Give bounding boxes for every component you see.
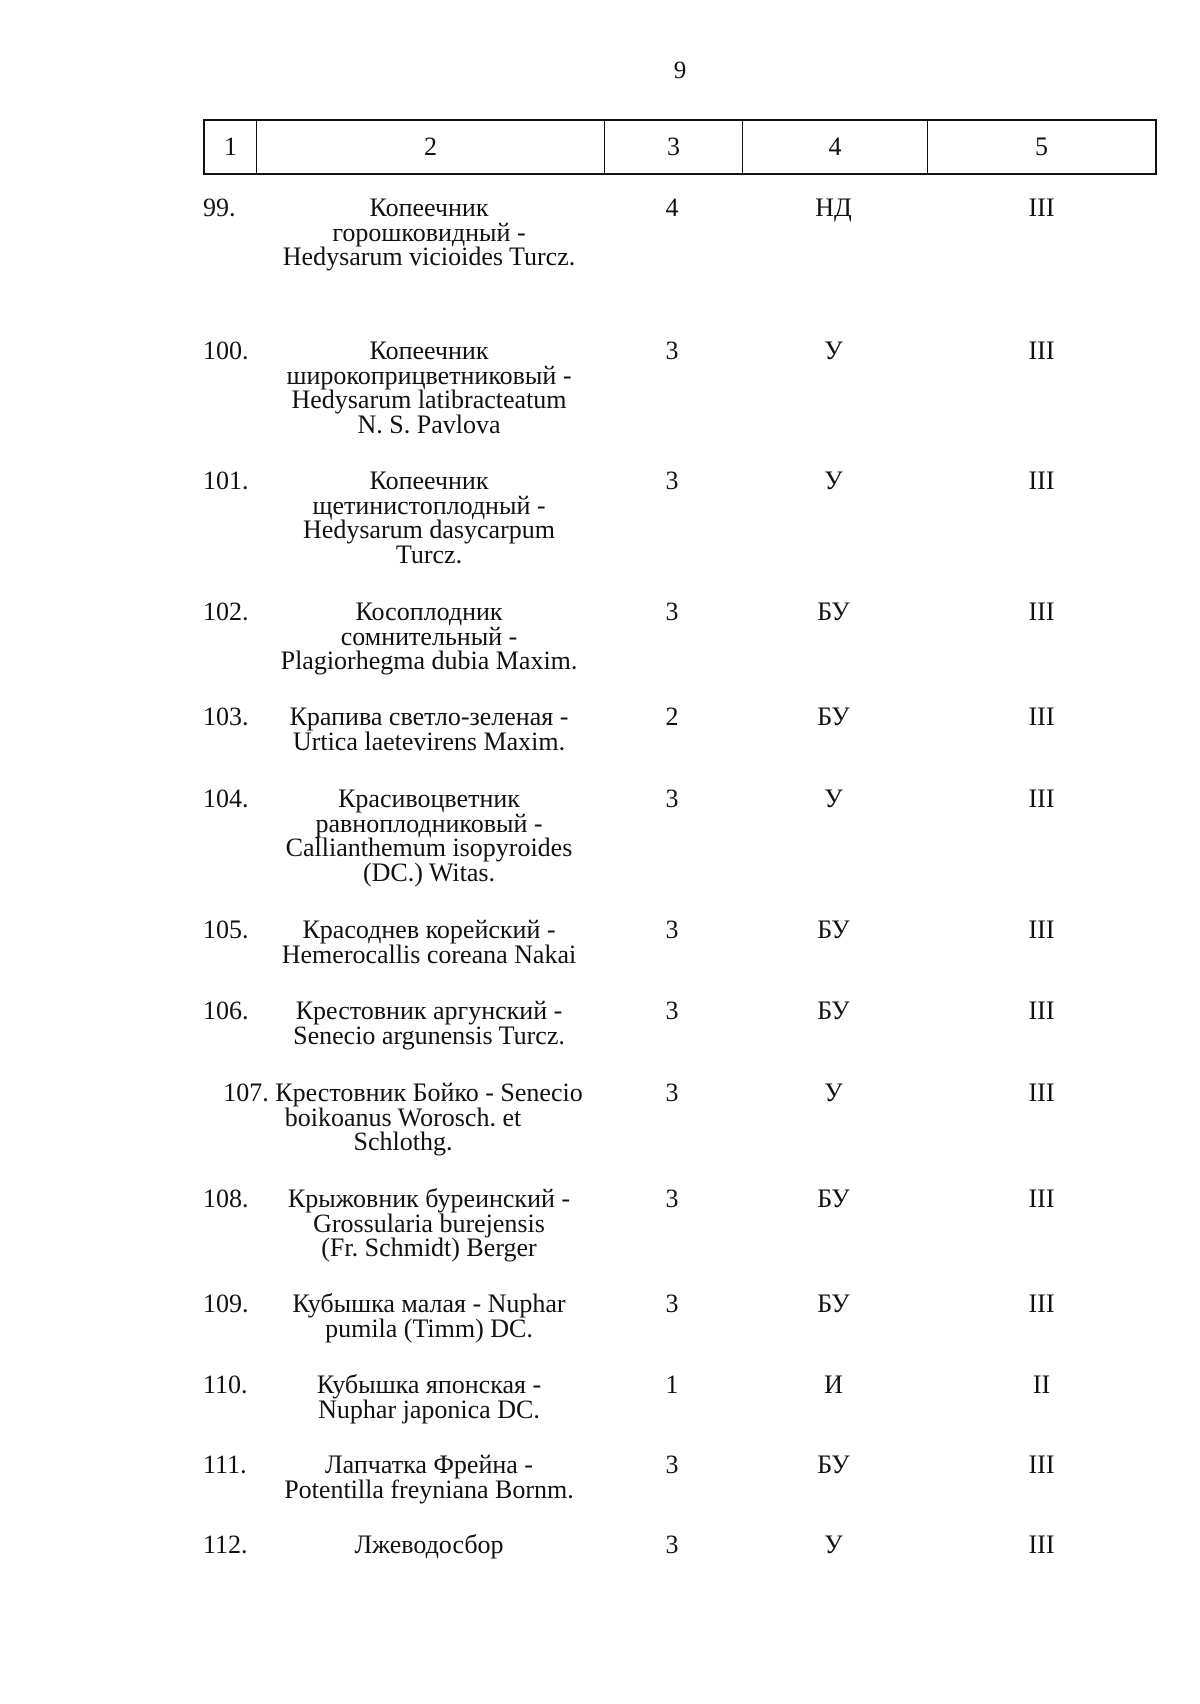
header-col-3: 3: [605, 121, 743, 173]
table-header: [203, 119, 1157, 175]
row-number: 99.: [203, 193, 236, 222]
status-value: У: [824, 1530, 843, 1559]
row-number: 101.: [203, 466, 249, 495]
priority-value: III: [1028, 1184, 1055, 1213]
priority-value: II: [1032, 1370, 1051, 1399]
row-number: 109.: [203, 1289, 249, 1318]
category-value: 3: [665, 1078, 679, 1107]
header-col-5: 5: [1035, 132, 1048, 161]
species-name: Красивоцветник равноплодниковый - Callianthemum isopyroides (DC.) Witas.: [285, 784, 573, 887]
priority-value: III: [1028, 1078, 1055, 1107]
species-name: Крыжовник буреинский - Grossularia burejensis (Fr. Schmidt) Berger: [287, 1184, 571, 1262]
category-value: 3: [665, 1450, 679, 1479]
species-name: Кубышка малая - Nuphar pumila (Timm) DC.: [292, 1289, 566, 1343]
status-value: БУ: [817, 702, 850, 731]
row-number: 112.: [203, 1530, 248, 1559]
status-value: И: [824, 1370, 843, 1399]
category-value: 3: [665, 336, 679, 365]
header-col-2: 2: [257, 121, 605, 173]
row-number: 100.: [203, 336, 249, 365]
row-number: 104.: [203, 784, 249, 813]
row-number: 106.: [203, 996, 249, 1025]
species-name: Кубышка японская - Nuphar japonica DC.: [316, 1370, 542, 1424]
status-value: У: [824, 466, 843, 495]
category-value: 4: [665, 193, 679, 222]
species-name: Лжеводосбор: [354, 1530, 504, 1559]
species-name: Красоднев корейский - Hemerocallis coreana Nakai: [281, 915, 577, 969]
category-value: 3: [665, 784, 679, 813]
status-value: БУ: [817, 915, 850, 944]
category-value: 3: [665, 1530, 679, 1559]
row-number: 108.: [203, 1184, 249, 1213]
header-col-4: 4: [743, 121, 928, 173]
species-name: 107. Крестовник Бойко - Senecio boikoanus Worosch. et Schlothg.: [223, 1078, 583, 1156]
category-value: 3: [665, 915, 679, 944]
header-col-1: 1: [205, 121, 257, 173]
status-value: БУ: [817, 1184, 850, 1213]
row-number: 110.: [203, 1370, 248, 1399]
priority-value: III: [1028, 193, 1055, 222]
status-value: БУ: [817, 1450, 850, 1479]
species-name: Крестовник аргунский - Senecio argunensis Turcz.: [293, 996, 565, 1050]
priority-value: III: [1028, 336, 1055, 365]
priority-value: III: [1028, 702, 1055, 731]
priority-value: III: [1028, 784, 1055, 813]
species-name: Косоплодник сомнительный - Plagiorhegma dubia Maxim.: [280, 597, 578, 675]
species-name: Копеечник щетинистоплодный - Hedysarum dasycarpum Turcz.: [303, 466, 555, 569]
category-value: 2: [665, 702, 679, 731]
priority-value: III: [1028, 1289, 1055, 1318]
status-value: У: [824, 336, 843, 365]
category-value: 3: [665, 1184, 679, 1213]
priority-value: III: [1028, 597, 1055, 626]
row-number: 105.: [203, 915, 249, 944]
priority-value: III: [1028, 1530, 1055, 1559]
status-value: БУ: [817, 996, 850, 1025]
species-name: Копеечник горошковидный - Hedysarum vicioides Turcz.: [282, 193, 576, 271]
species-name: Крапива светло-зеленая - Urtica laetevirens Maxim.: [289, 702, 569, 756]
priority-value: III: [1028, 466, 1055, 495]
status-value: НД: [815, 193, 852, 222]
species-name: Лапчатка Фрейна - Potentilla freyniana Bornm.: [284, 1450, 574, 1504]
category-value: 3: [665, 996, 679, 1025]
category-value: 3: [665, 597, 679, 626]
status-value: У: [824, 1078, 843, 1107]
priority-value: III: [1028, 915, 1055, 944]
row-number: 103.: [203, 702, 249, 731]
row-number: 111.: [203, 1450, 247, 1479]
row-number: 102.: [203, 597, 249, 626]
priority-value: III: [1028, 996, 1055, 1025]
category-value: 3: [665, 466, 679, 495]
category-value: 3: [665, 1289, 679, 1318]
status-value: БУ: [817, 1289, 850, 1318]
status-value: БУ: [817, 597, 850, 626]
status-value: У: [824, 784, 843, 813]
page-number: 9: [673, 57, 687, 84]
priority-value: III: [1028, 1450, 1055, 1479]
category-value: 1: [665, 1370, 679, 1399]
species-name: Копеечник широкоприцветниковый - Hedysarum latibracteatum N. S. Pavlova: [286, 336, 572, 439]
